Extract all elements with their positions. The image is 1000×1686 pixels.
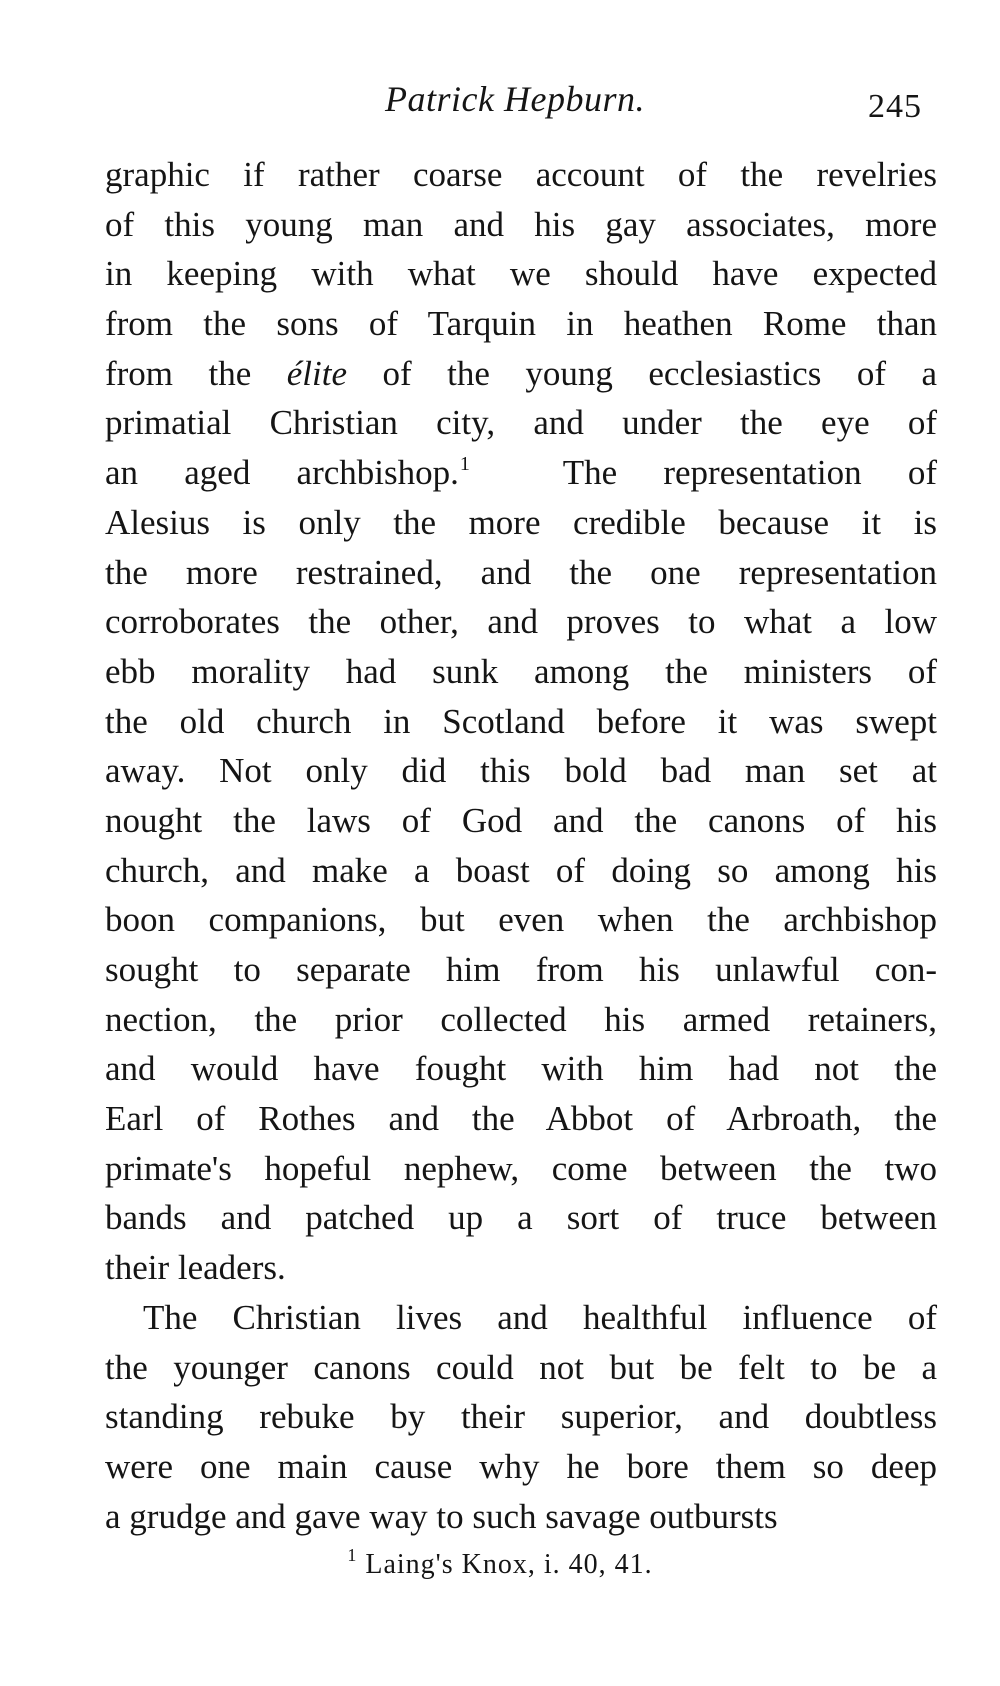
text-line: from the sons of Tarquin in heathen Rome than [105, 304, 937, 344]
footnote [0, 1545, 1000, 1581]
text-line: sought to separate him from his unlawful con- [105, 950, 937, 989]
text-line: bands and patched up a sort of truce between [105, 1198, 937, 1238]
text-line: ebb morality had sunk among the ministers of [105, 651, 937, 691]
running-title: Patrick Hepburn. [385, 79, 645, 119]
text-line: the old church in Scotland before it was swept [105, 701, 937, 741]
text-line: Alesius is only the more credible because it is [105, 502, 937, 542]
text-line: church, and make a boast of doing so among his [105, 850, 937, 890]
footnote-reference: 1 [459, 453, 470, 476]
footnote-marker: 1 [347, 1545, 358, 1565]
body-text [105, 150, 937, 1541]
text-line: corroborates the other, and proves to what a low [105, 602, 937, 642]
text-line [105, 448, 937, 498]
text-line: graphic if rather coarse account of the revelries [105, 155, 937, 194]
text-segment: The representation of [470, 453, 937, 493]
text-line: The Christian lives and healthful influence of [143, 1297, 937, 1337]
text-segment: from the [105, 353, 287, 393]
text-segment: of the young ecclesiastics of a [347, 353, 937, 393]
text-line: were one main cause why he bore them so deep [105, 1446, 937, 1486]
footnote-text: Laing's Knox, i. 40, 41. [365, 1549, 653, 1580]
text-line: primatial Christian city, and under the eye of [105, 403, 937, 443]
text-line: Earl of Rothes and the Abbot of Arbroath, the [105, 1099, 937, 1139]
text-segment: an aged archbishop. [105, 453, 459, 493]
text-line: away. Not only did this bold bad man set at [105, 751, 937, 791]
text-line: their leaders. [105, 1248, 286, 1288]
text-line: boon companions, but even when the archbishop [105, 900, 937, 940]
text-line: a grudge and gave way to such savage outbursts [105, 1496, 778, 1536]
text-line [105, 349, 937, 399]
text-line: standing rebuke by their superior, and doubtless [105, 1397, 937, 1437]
text-line: of this young man and his gay associates, more [105, 204, 937, 244]
text-line: and would have fought with him had not the [105, 1049, 937, 1089]
text-line: primate's hopeful nephew, come between the two [105, 1148, 937, 1188]
text-line: nought the laws of God and the canons of his [105, 800, 937, 840]
italic-word: élite [286, 353, 348, 393]
page-number: 245 [868, 88, 922, 125]
text-line: in keeping with what we should have expected [105, 254, 937, 294]
text-line: the younger canons could not but be felt to be a [105, 1347, 937, 1387]
text-line: nection, the prior collected his armed retainers, [105, 999, 937, 1039]
text-line: the more restrained, and the one representation [105, 552, 937, 592]
running-head [0, 78, 1000, 128]
